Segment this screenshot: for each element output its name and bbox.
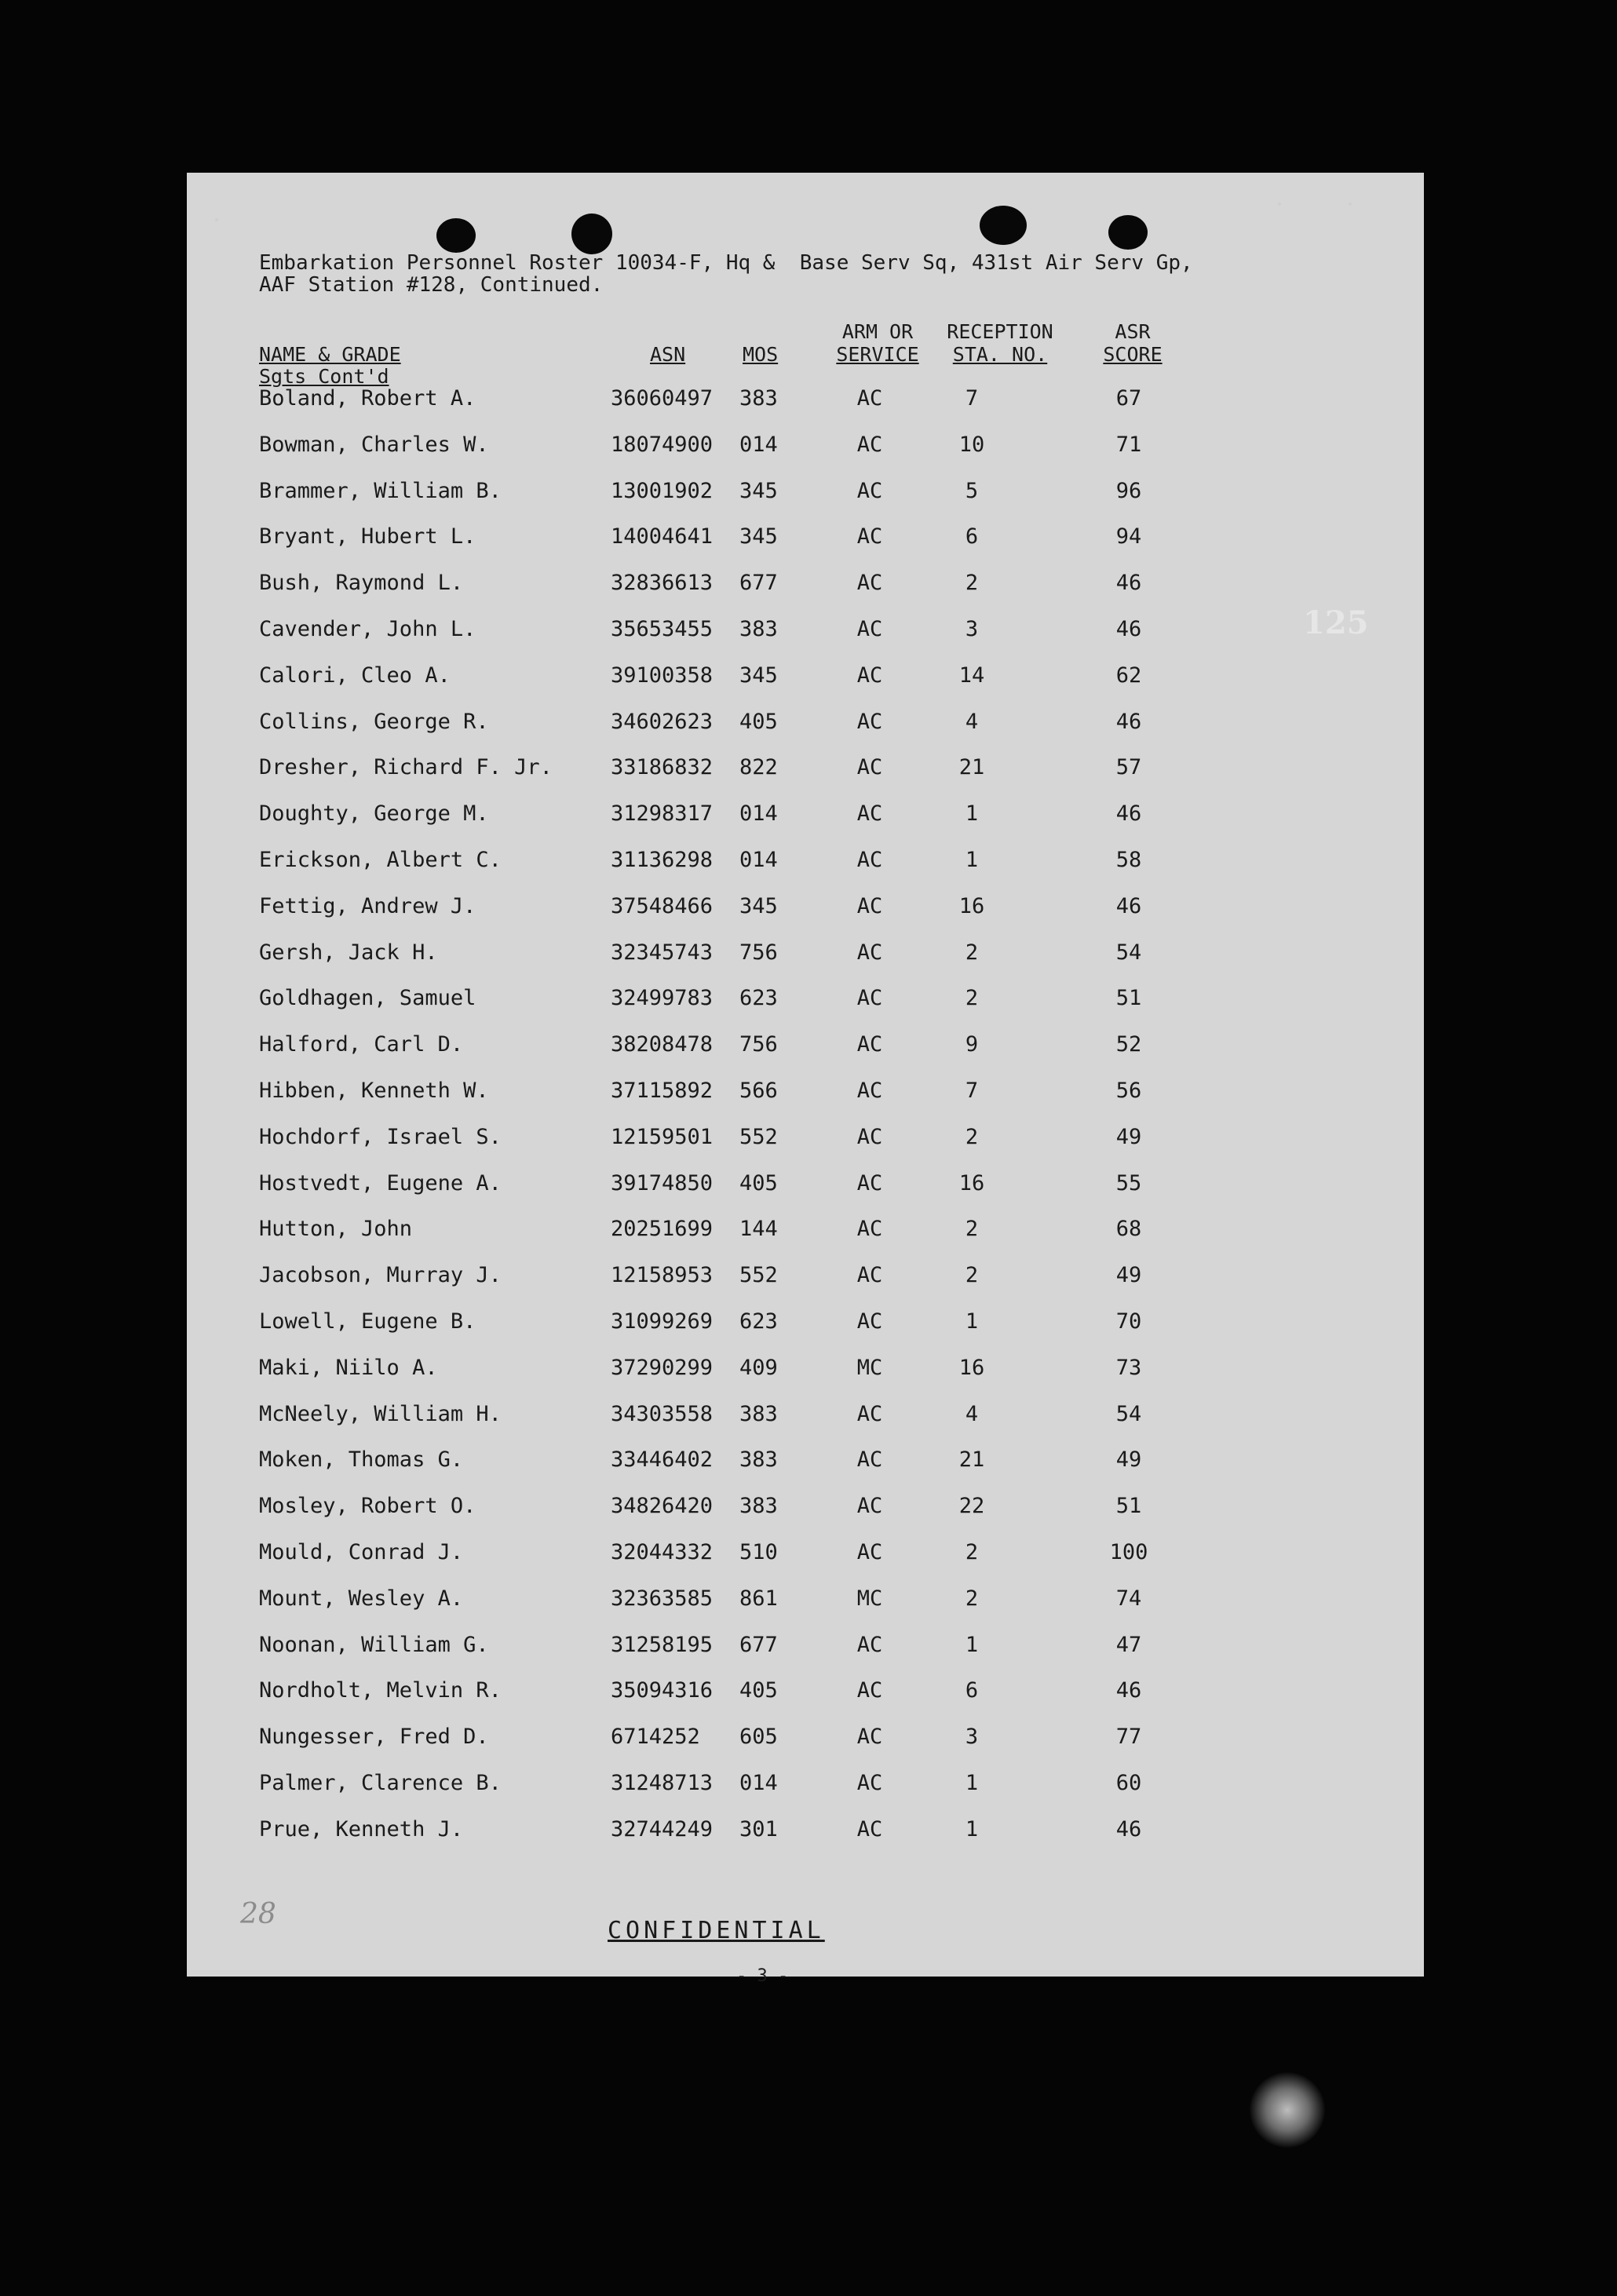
cell-mos: 144 (739, 1217, 778, 1242)
cell-rec: 14 (958, 663, 985, 688)
cell-rec: 1 (965, 801, 979, 827)
cell-asn: 35094316 (611, 1678, 714, 1703)
cell-name: Hutton, John (259, 1217, 413, 1242)
table-row (187, 710, 1424, 741)
col-header-asn: ASN (650, 343, 686, 366)
cell-mos: 623 (739, 986, 778, 1011)
cell-arm: AC (856, 1494, 883, 1519)
cell-name: Mosley, Robert O. (259, 1494, 476, 1519)
speck (215, 218, 218, 221)
cell-mos: 014 (739, 801, 778, 827)
cell-mos: 409 (739, 1355, 778, 1380)
cell-asr: 71 (1115, 432, 1142, 457)
col-header-asr-line1: ASR (1115, 320, 1151, 343)
cell-rec: 1 (965, 1309, 979, 1334)
cell-arm: AC (856, 1079, 883, 1103)
table-row (187, 1402, 1424, 1433)
cell-arm: AC (856, 432, 883, 457)
cell-asr: 67 (1115, 386, 1142, 411)
cell-mos: 405 (739, 1170, 778, 1195)
confidential-footer: CONFIDENTIAL (608, 1917, 825, 1944)
table-row (187, 1633, 1424, 1664)
cell-name: Goldhagen, Samuel (259, 986, 476, 1011)
cell-rec: 2 (965, 571, 979, 596)
cell-asn: 38208478 (611, 1032, 714, 1057)
cell-rec: 7 (965, 1079, 979, 1103)
cell-asn: 39174850 (611, 1170, 714, 1195)
cell-rec: 6 (965, 1678, 979, 1703)
col-header-arm-line2: SERVICE (836, 343, 919, 366)
cell-asr: 56 (1115, 1079, 1142, 1103)
cell-asn: 37290299 (611, 1355, 714, 1380)
cell-mos: 405 (739, 1678, 778, 1703)
cell-asn: 20251699 (611, 1217, 714, 1242)
cell-rec: 2 (965, 1217, 979, 1242)
cell-name: Moken, Thomas G. (259, 1447, 464, 1473)
cell-rec: 3 (965, 617, 979, 641)
cell-asn: 31136298 (611, 848, 714, 872)
cell-asn: 31099269 (611, 1309, 714, 1334)
cell-name: Collins, George R. (259, 709, 489, 734)
cell-rec: 2 (965, 1263, 979, 1288)
cell-name: Boland, Robert A. (259, 386, 476, 411)
cell-asr: 52 (1115, 1032, 1142, 1057)
cell-asn: 33186832 (611, 755, 714, 780)
cell-arm: AC (856, 1124, 883, 1149)
cell-name: Mould, Conrad J. (259, 1540, 464, 1564)
table-row (187, 433, 1424, 464)
cell-name: Calori, Cleo A. (259, 663, 451, 688)
cell-mos: 014 (739, 432, 778, 457)
cell-mos: 623 (739, 1309, 778, 1334)
cell-mos: 405 (739, 709, 778, 734)
cell-rec: 2 (965, 1540, 979, 1564)
cell-asn: 32499783 (611, 986, 714, 1011)
cell-arm: AC (856, 1725, 883, 1750)
cell-rec: 4 (965, 709, 979, 734)
table-row (187, 524, 1424, 556)
cell-arm: AC (856, 1540, 883, 1564)
cell-asr: 77 (1115, 1725, 1142, 1750)
table-row (187, 479, 1424, 510)
cell-rec: 16 (958, 1170, 985, 1195)
cell-name: Halford, Carl D. (259, 1032, 464, 1057)
cell-mos: 383 (739, 1494, 778, 1519)
cell-asn: 35653455 (611, 617, 714, 641)
col-header-rec-line1: RECEPTION (947, 320, 1053, 343)
cell-asn: 31298317 (611, 801, 714, 827)
cell-arm: AC (856, 571, 883, 596)
table-row (187, 1217, 1424, 1248)
table-row (187, 663, 1424, 695)
table-row (187, 1725, 1424, 1756)
cell-arm: AC (856, 1401, 883, 1426)
cell-asr: 46 (1115, 1678, 1142, 1703)
col-header-reception (942, 320, 1058, 366)
cell-asn: 37548466 (611, 893, 714, 918)
cell-name: McNeely, William H. (259, 1401, 502, 1426)
cell-arm: AC (856, 524, 883, 549)
cell-mos: 756 (739, 1032, 778, 1057)
cell-rec: 16 (958, 1355, 985, 1380)
cell-arm: MC (856, 1355, 883, 1380)
cell-asr: 51 (1115, 1494, 1142, 1519)
cell-name: Mount, Wesley A. (259, 1586, 464, 1611)
cell-name: Fettig, Andrew J. (259, 893, 476, 918)
cell-arm: AC (856, 940, 883, 965)
table-row (187, 1171, 1424, 1203)
cell-rec: 6 (965, 524, 979, 549)
cell-asr: 54 (1115, 940, 1142, 965)
cell-arm: AC (856, 1170, 883, 1195)
cell-arm: AC (856, 709, 883, 734)
table-row (187, 755, 1424, 787)
table-row (187, 1356, 1424, 1387)
cell-arm: AC (856, 663, 883, 688)
col-header-rec-line2: STA. NO. (952, 343, 1048, 366)
cell-name: Brammer, William B. (259, 478, 502, 503)
cell-rec: 5 (965, 478, 979, 503)
cell-asr: 74 (1115, 1586, 1142, 1611)
table-row (187, 1540, 1424, 1571)
table-row (187, 386, 1424, 418)
cell-rec: 16 (958, 893, 985, 918)
cell-asr: 46 (1115, 801, 1142, 827)
cell-asn: 37115892 (611, 1079, 714, 1103)
table-row (187, 1586, 1424, 1618)
cell-rec: 2 (965, 940, 979, 965)
cell-rec: 1 (965, 1771, 979, 1795)
cell-mos: 345 (739, 524, 778, 549)
cell-name: Doughty, George M. (259, 801, 489, 827)
cell-rec: 22 (958, 1494, 985, 1519)
cell-arm: AC (856, 1678, 883, 1703)
cell-asr: 55 (1115, 1170, 1142, 1195)
cell-asr: 96 (1115, 478, 1142, 503)
cell-name: Erickson, Albert C. (259, 848, 502, 872)
cell-mos: 014 (739, 848, 778, 872)
cell-asr: 49 (1115, 1124, 1142, 1149)
col-header-asr-line2: SCORE (1103, 343, 1163, 366)
cell-mos: 383 (739, 1401, 778, 1426)
cell-name: Bowman, Charles W. (259, 432, 489, 457)
cell-arm: AC (856, 1447, 883, 1473)
page-mark: - 3 - (736, 1966, 789, 1986)
cell-asr: 46 (1115, 571, 1142, 596)
cell-mos: 552 (739, 1263, 778, 1288)
table-row (187, 617, 1424, 648)
cell-arm: AC (856, 1816, 883, 1842)
col-header-arm (832, 320, 923, 366)
cell-rec: 10 (958, 432, 985, 457)
cell-asr: 46 (1115, 709, 1142, 734)
table-row (187, 1032, 1424, 1064)
cell-rec: 1 (965, 1816, 979, 1842)
cell-name: Hochdorf, Israel S. (259, 1124, 502, 1149)
cell-arm: AC (856, 1632, 883, 1657)
cell-arm: AC (856, 801, 883, 827)
cell-mos: 301 (739, 1816, 778, 1842)
cell-name: Nordholt, Melvin R. (259, 1678, 502, 1703)
table-row (187, 1079, 1424, 1110)
punch-hole (980, 206, 1027, 245)
col-header-name: NAME & GRADE (259, 343, 401, 366)
table-row (187, 894, 1424, 925)
cell-name: Hibben, Kenneth W. (259, 1079, 489, 1103)
cell-mos: 861 (739, 1586, 778, 1611)
cell-mos: 014 (739, 1771, 778, 1795)
table-row (187, 848, 1424, 879)
table-row (187, 986, 1424, 1017)
cell-asr: 60 (1115, 1771, 1142, 1795)
cell-arm: AC (856, 848, 883, 872)
cell-asr: 70 (1115, 1309, 1142, 1334)
cell-rec: 1 (965, 848, 979, 872)
cell-name: Maki, Niilo A. (259, 1355, 438, 1380)
cell-name: Palmer, Clarence B. (259, 1771, 502, 1795)
cell-arm: AC (856, 1309, 883, 1334)
cell-asn: 31248713 (611, 1771, 714, 1795)
cell-name: Cavender, John L. (259, 617, 476, 641)
cell-asn: 39100358 (611, 663, 714, 688)
cell-asn: 32044332 (611, 1540, 714, 1564)
cell-rec: 21 (958, 755, 985, 780)
cell-asr: 62 (1115, 663, 1142, 688)
cell-arm: MC (856, 1586, 883, 1611)
table-row (187, 571, 1424, 602)
cell-rec: 2 (965, 1124, 979, 1149)
light-glare (1250, 2072, 1325, 2148)
cell-mos: 677 (739, 1632, 778, 1657)
cell-asr: 46 (1115, 893, 1142, 918)
cell-rec: 1 (965, 1632, 979, 1657)
cell-asr: 49 (1115, 1447, 1142, 1473)
cell-mos: 345 (739, 893, 778, 918)
cell-name: Noonan, William G. (259, 1632, 489, 1657)
cell-mos: 822 (739, 755, 778, 780)
cell-asn: 13001902 (611, 478, 714, 503)
cell-arm: AC (856, 1771, 883, 1795)
cell-rec: 2 (965, 1586, 979, 1611)
punch-hole (1108, 215, 1148, 250)
cell-asn: 34602623 (611, 709, 714, 734)
table-row (187, 1771, 1424, 1802)
cell-arm: AC (856, 478, 883, 503)
table-row (187, 1678, 1424, 1710)
cell-asr: 49 (1115, 1263, 1142, 1288)
cell-asr: 73 (1115, 1355, 1142, 1380)
cell-arm: AC (856, 1263, 883, 1288)
cell-asn: 32363585 (611, 1586, 714, 1611)
cell-mos: 605 (739, 1725, 778, 1750)
cell-asn: 34826420 (611, 1494, 714, 1519)
cell-name: Hostvedt, Eugene A. (259, 1170, 502, 1195)
cell-name: Prue, Kenneth J. (259, 1816, 464, 1842)
cell-asr: 94 (1115, 524, 1142, 549)
cell-asr: 54 (1115, 1401, 1142, 1426)
cell-name: Jacobson, Murray J. (259, 1263, 502, 1288)
cell-asr: 46 (1115, 617, 1142, 641)
roster-subtitle: AAF Station #128, Continued. (259, 273, 604, 297)
cell-arm: AC (856, 1032, 883, 1057)
cell-rec: 2 (965, 986, 979, 1011)
cell-name: Gersh, Jack H. (259, 940, 438, 965)
roster-page (187, 173, 1424, 1986)
cell-asn: 33446402 (611, 1447, 714, 1473)
cell-asr: 51 (1115, 986, 1142, 1011)
cell-mos: 756 (739, 940, 778, 965)
cell-arm: AC (856, 893, 883, 918)
cell-arm: AC (856, 1217, 883, 1242)
cell-rec: 7 (965, 386, 979, 411)
table-row (187, 1125, 1424, 1156)
cell-asr: 58 (1115, 848, 1142, 872)
speck (1349, 203, 1352, 206)
cell-mos: 383 (739, 1447, 778, 1473)
col-header-mos: MOS (743, 343, 779, 366)
cell-asn: 6714252 (611, 1725, 700, 1750)
table-row (187, 1494, 1424, 1525)
cell-rec: 9 (965, 1032, 979, 1057)
roster-title: Embarkation Personnel Roster 10034-F, Hq & Base Serv Sq, 431st Air Serv Gp, (259, 251, 1193, 275)
cell-rec: 4 (965, 1401, 979, 1426)
table-row (187, 1263, 1424, 1294)
cell-arm: AC (856, 986, 883, 1011)
cell-mos: 383 (739, 617, 778, 641)
col-header-arm-line1: ARM OR (841, 320, 914, 343)
cell-name: Lowell, Eugene B. (259, 1309, 476, 1334)
cell-asn: 18074900 (611, 432, 714, 457)
table-row (187, 1309, 1424, 1341)
cell-name: Nungesser, Fred D. (259, 1725, 489, 1750)
punch-hole (436, 218, 476, 253)
cell-name: Dresher, Richard F. Jr. (259, 755, 553, 780)
cell-asn: 32744249 (611, 1816, 714, 1842)
handwritten-note: 28 (240, 1898, 276, 1930)
cell-asn: 14004641 (611, 524, 714, 549)
cell-mos: 345 (739, 478, 778, 503)
cell-mos: 510 (739, 1540, 778, 1564)
col-header-asr (1097, 320, 1168, 366)
speck (1278, 203, 1281, 206)
cell-asn: 34303558 (611, 1401, 714, 1426)
cell-arm: AC (856, 755, 883, 780)
cell-rec: 3 (965, 1725, 979, 1750)
cell-arm: AC (856, 386, 883, 411)
col-subhead-sgts: Sgts Cont'd (259, 365, 389, 388)
table-row (187, 1447, 1424, 1479)
cell-name: Bush, Raymond L. (259, 571, 464, 596)
cell-asr: 47 (1115, 1632, 1142, 1657)
cell-asn: 32836613 (611, 571, 714, 596)
cell-rec: 21 (958, 1447, 985, 1473)
cell-asr: 46 (1115, 1816, 1142, 1842)
cell-arm: AC (856, 617, 883, 641)
cell-asn: 31258195 (611, 1632, 714, 1657)
table-row (187, 1817, 1424, 1849)
table-row (187, 801, 1424, 833)
cell-asn: 36060497 (611, 386, 714, 411)
cell-mos: 345 (739, 663, 778, 688)
cell-asn: 12158953 (611, 1263, 714, 1288)
cell-mos: 383 (739, 386, 778, 411)
cell-mos: 677 (739, 571, 778, 596)
cell-asn: 32345743 (611, 940, 714, 965)
cell-asr: 57 (1115, 755, 1142, 780)
cell-name: Bryant, Hubert L. (259, 524, 476, 549)
cell-mos: 566 (739, 1079, 778, 1103)
cell-asr: 100 (1109, 1540, 1148, 1564)
punch-hole (571, 214, 612, 254)
cell-asr: 68 (1115, 1217, 1142, 1242)
cell-mos: 552 (739, 1124, 778, 1149)
table-row (187, 940, 1424, 972)
cell-asn: 12159501 (611, 1124, 714, 1149)
margin-page-number: 125 (1303, 604, 1369, 641)
